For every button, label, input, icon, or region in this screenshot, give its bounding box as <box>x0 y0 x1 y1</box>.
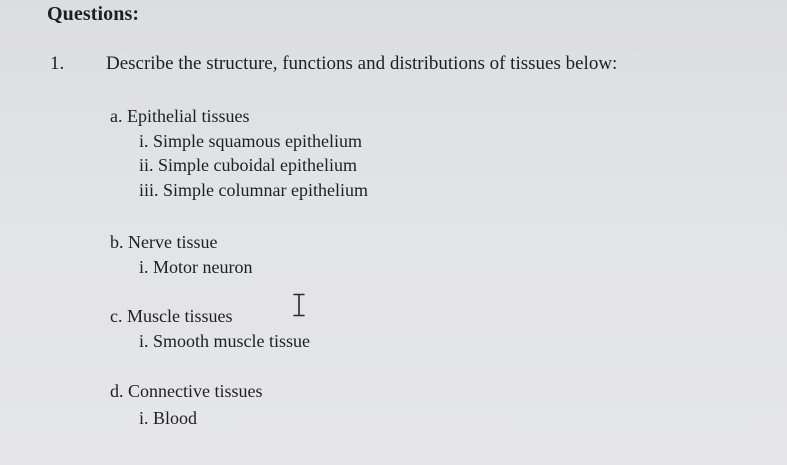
section-c-label: c. Muscle tissues <box>110 306 233 326</box>
section-b-item-1: i. Motor neuron <box>139 257 253 277</box>
section-b-label: b. Nerve tissue <box>110 232 218 252</box>
section-a-item-3: iii. Simple columnar epithelium <box>139 180 368 200</box>
questions-heading: Questions: <box>47 3 140 25</box>
section-a-item-1: i. Simple squamous epithelium <box>139 131 362 151</box>
section-a-item-2: ii. Simple cuboidal epithelium <box>139 155 357 175</box>
section-a-label: a. Epithelial tissues <box>110 106 250 126</box>
question-number: 1. <box>50 53 65 74</box>
section-d-item-1: i. Blood <box>139 408 198 428</box>
section-c-item-1: i. Smooth muscle tissue <box>139 331 310 351</box>
text-cursor-icon <box>292 293 306 317</box>
section-d-label: d. Connective tissues <box>110 381 263 401</box>
question-text: Describe the structure, functions and distributions of tissues below: <box>106 53 618 74</box>
